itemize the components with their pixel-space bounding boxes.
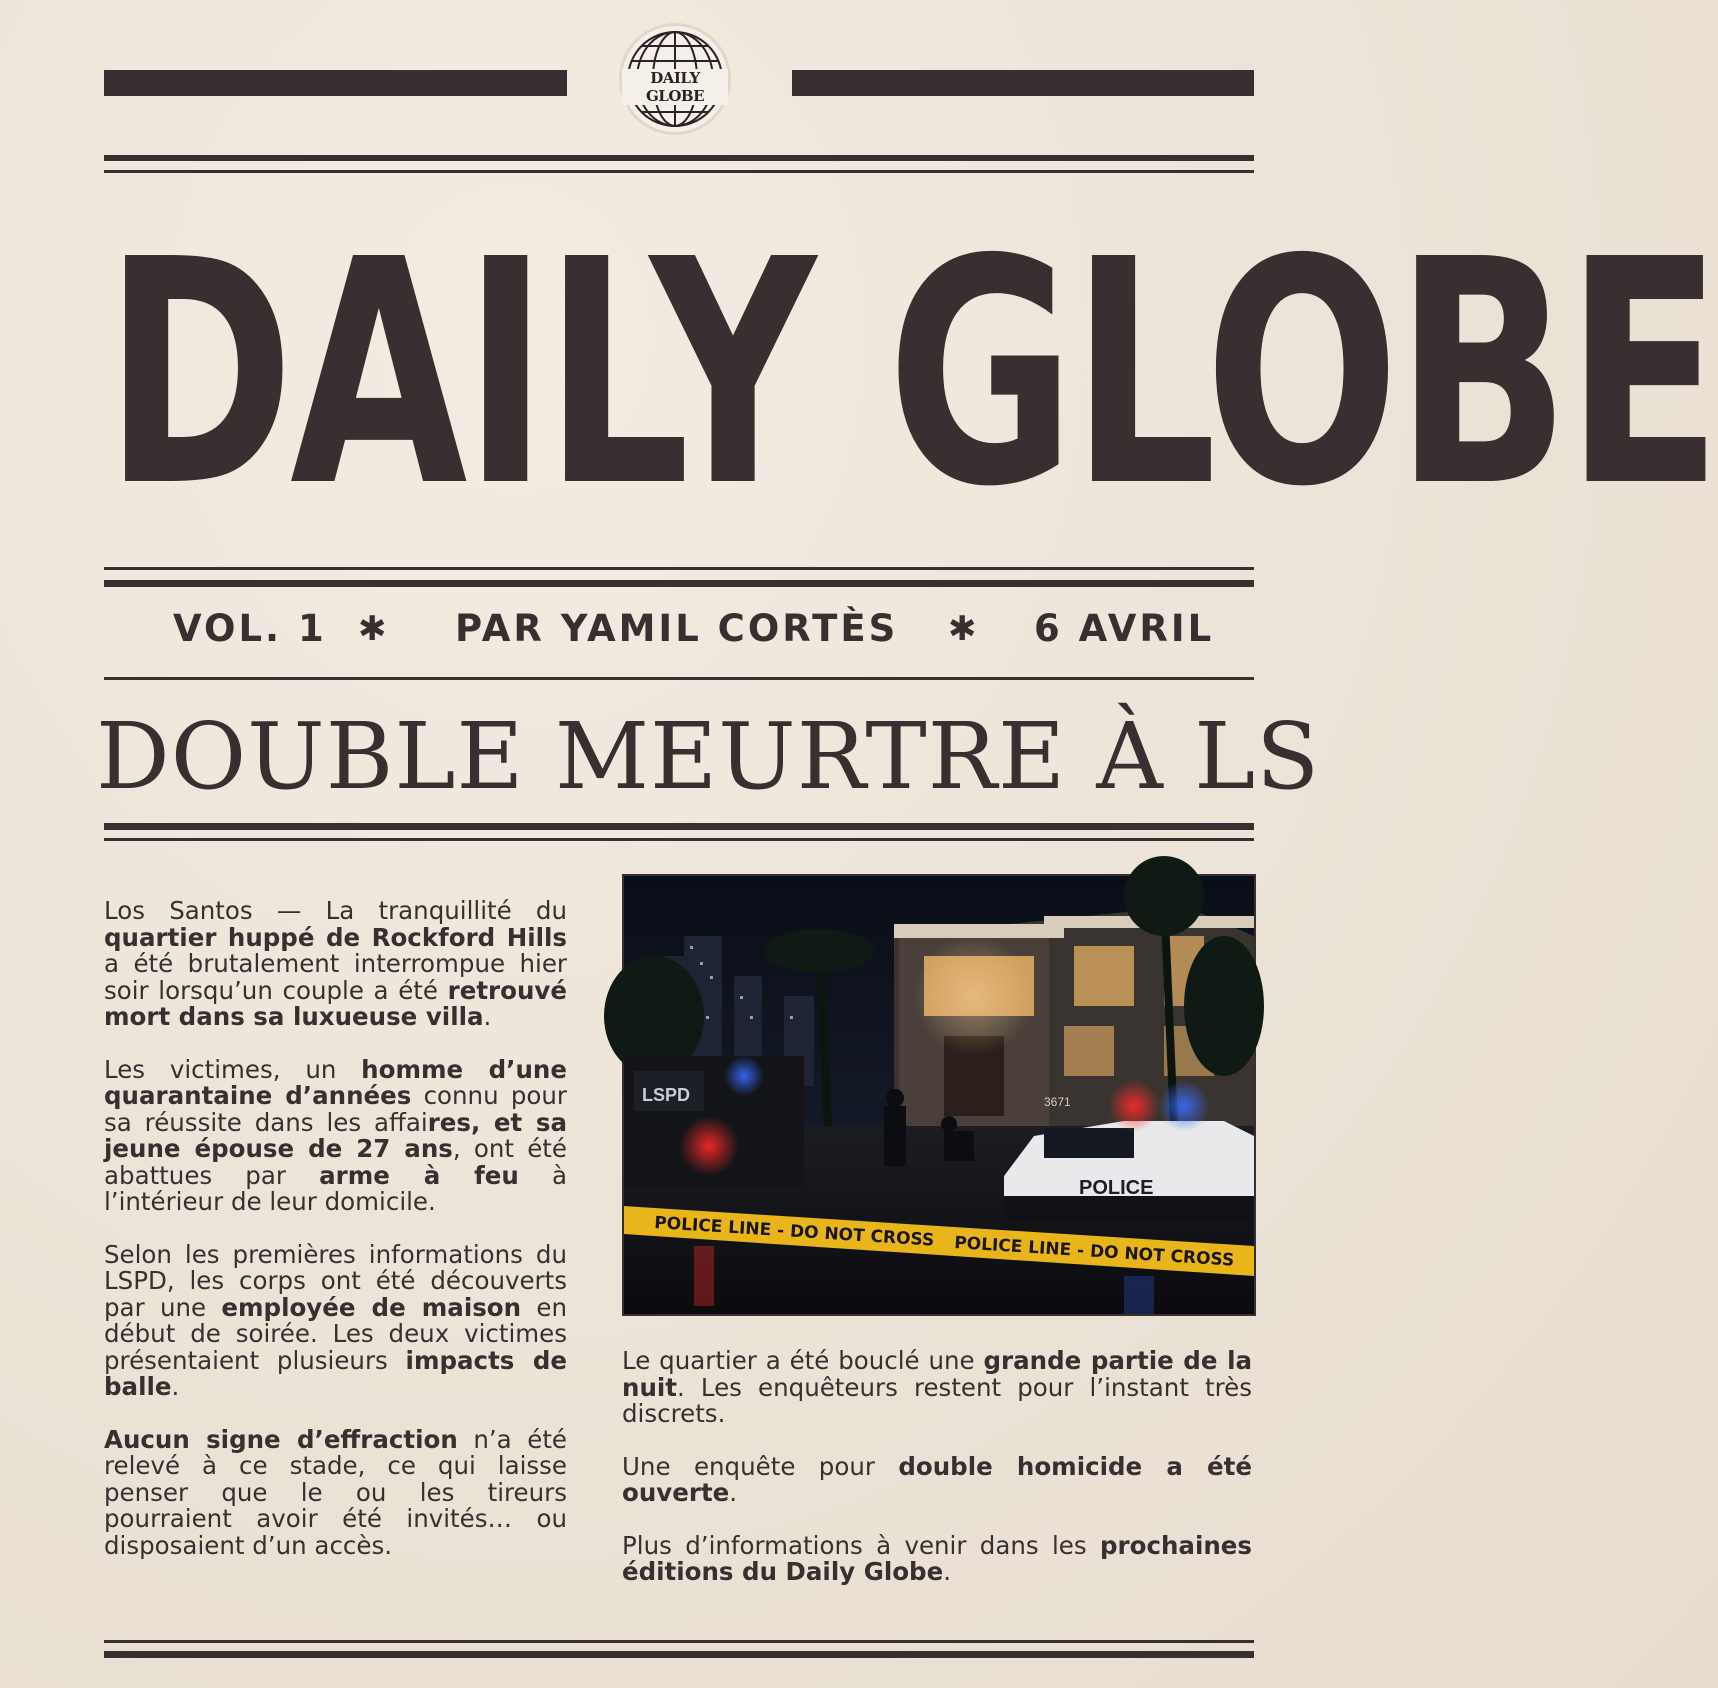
article-text: n’a été relevé à ce stade, ce qui laisse penser que le ou les tireurs pourraient avoir été invités… ou disposaient d’un accès. [104, 1424, 567, 1560]
separator-icon: ✱ [948, 609, 977, 649]
logo-text: DAILY GLOBE [622, 69, 728, 105]
article-bold-text: res, et sa jeune épouse de 27 ans [104, 1107, 567, 1163]
article-text: . Les enquêteurs restent pour l’instant très discrets. [622, 1372, 1252, 1428]
police-car-label: POLICE [1079, 1177, 1154, 1199]
house-number: 3671 [1044, 1095, 1071, 1109]
article-text: connu pour sa réussite dans les affai [104, 1081, 567, 1137]
police-tape-text: POLICE LINE - DO NOT CROSS [953, 1233, 1235, 1271]
article-text: Le quartier a été bouclé une [622, 1346, 984, 1375]
rule-head-2 [104, 838, 1254, 841]
article-bold-text: prochaines éditions du Daily Globe [622, 1530, 1252, 1586]
article-text: Une enquête pour [622, 1451, 899, 1481]
header-bar-left [104, 70, 567, 96]
rule-head-1 [104, 823, 1254, 830]
rule-bottom-1 [104, 1640, 1254, 1643]
article-text: . [943, 1557, 952, 1586]
van-label: LSPD [642, 1085, 691, 1105]
masthead-title: DAILY GLOBE [104, 194, 1718, 555]
article-bold-text: Aucun signe d’effraction [104, 1424, 458, 1454]
police-tape-text: POLICE LINE - DO NOT CROSS [653, 1213, 935, 1251]
article-bold-text: employée de maison [221, 1292, 522, 1322]
article-text: Les victimes, un [104, 1054, 362, 1084]
article-paragraph [622, 1530, 1252, 1586]
rule-top-1 [104, 155, 1254, 161]
article-text: à l’intérieur de leur domicile. [104, 1160, 567, 1216]
rule-mast-1 [104, 567, 1254, 570]
article-left [104, 898, 567, 1585]
author-label: PAR YAMIL CORTÈS [455, 607, 899, 650]
globe-logo [622, 26, 728, 132]
article-text: . [483, 1002, 492, 1031]
date-label: 6 AVRIL [1034, 607, 1215, 650]
article-text: Plus d’informations à venir dans les [622, 1530, 1100, 1560]
article-text: a été brutalement interrompue hier soir lorsqu’un couple a été [104, 949, 567, 1005]
header-bar-right [792, 70, 1254, 96]
article-bold-text: retrouvé mort dans sa luxueuse villa [104, 975, 567, 1031]
article-paragraph [104, 898, 567, 1031]
article-bold-text: double homicide a été ouverte [622, 1451, 1252, 1507]
article-paragraph [104, 1054, 567, 1216]
article-bold-text: homme d’une quarantaine d’années [104, 1054, 567, 1110]
article-paragraph [622, 1451, 1252, 1507]
article-text: . [171, 1372, 180, 1401]
article-text: Selon les premières informations du LSPD, les corps ont été découverts par une [104, 1239, 567, 1322]
rule-top-2 [104, 170, 1254, 173]
headline: DOUBLE MEURTRE À LS [96, 703, 1321, 810]
article-bold-text: quartier huppé de Rockford Hills [104, 922, 567, 952]
article-right [622, 1348, 1252, 1612]
rule-mast-2 [104, 580, 1254, 587]
rule-bottom-2 [104, 1651, 1254, 1658]
article-paragraph [104, 1239, 568, 1401]
article-text: Los Santos — La tranquillité du [104, 896, 567, 925]
crime-scene-photo [622, 874, 1256, 1316]
article-bold-text: grande partie de la nuit [622, 1346, 1252, 1402]
article-bold-text: impacts de balle [104, 1345, 567, 1401]
article-text: . [729, 1478, 738, 1507]
article-text: , ont été abattues par [104, 1134, 567, 1190]
volume-label: VOL. 1 [173, 607, 327, 650]
article-paragraph [622, 1348, 1252, 1428]
article-text: en début de soirée. Les deux victimes présentaient plusieurs [104, 1292, 568, 1375]
separator-icon: ✱ [358, 609, 387, 649]
article-bold-text: arme à feu [319, 1160, 519, 1190]
rule-meta [104, 677, 1254, 680]
article-paragraph [104, 1424, 567, 1560]
